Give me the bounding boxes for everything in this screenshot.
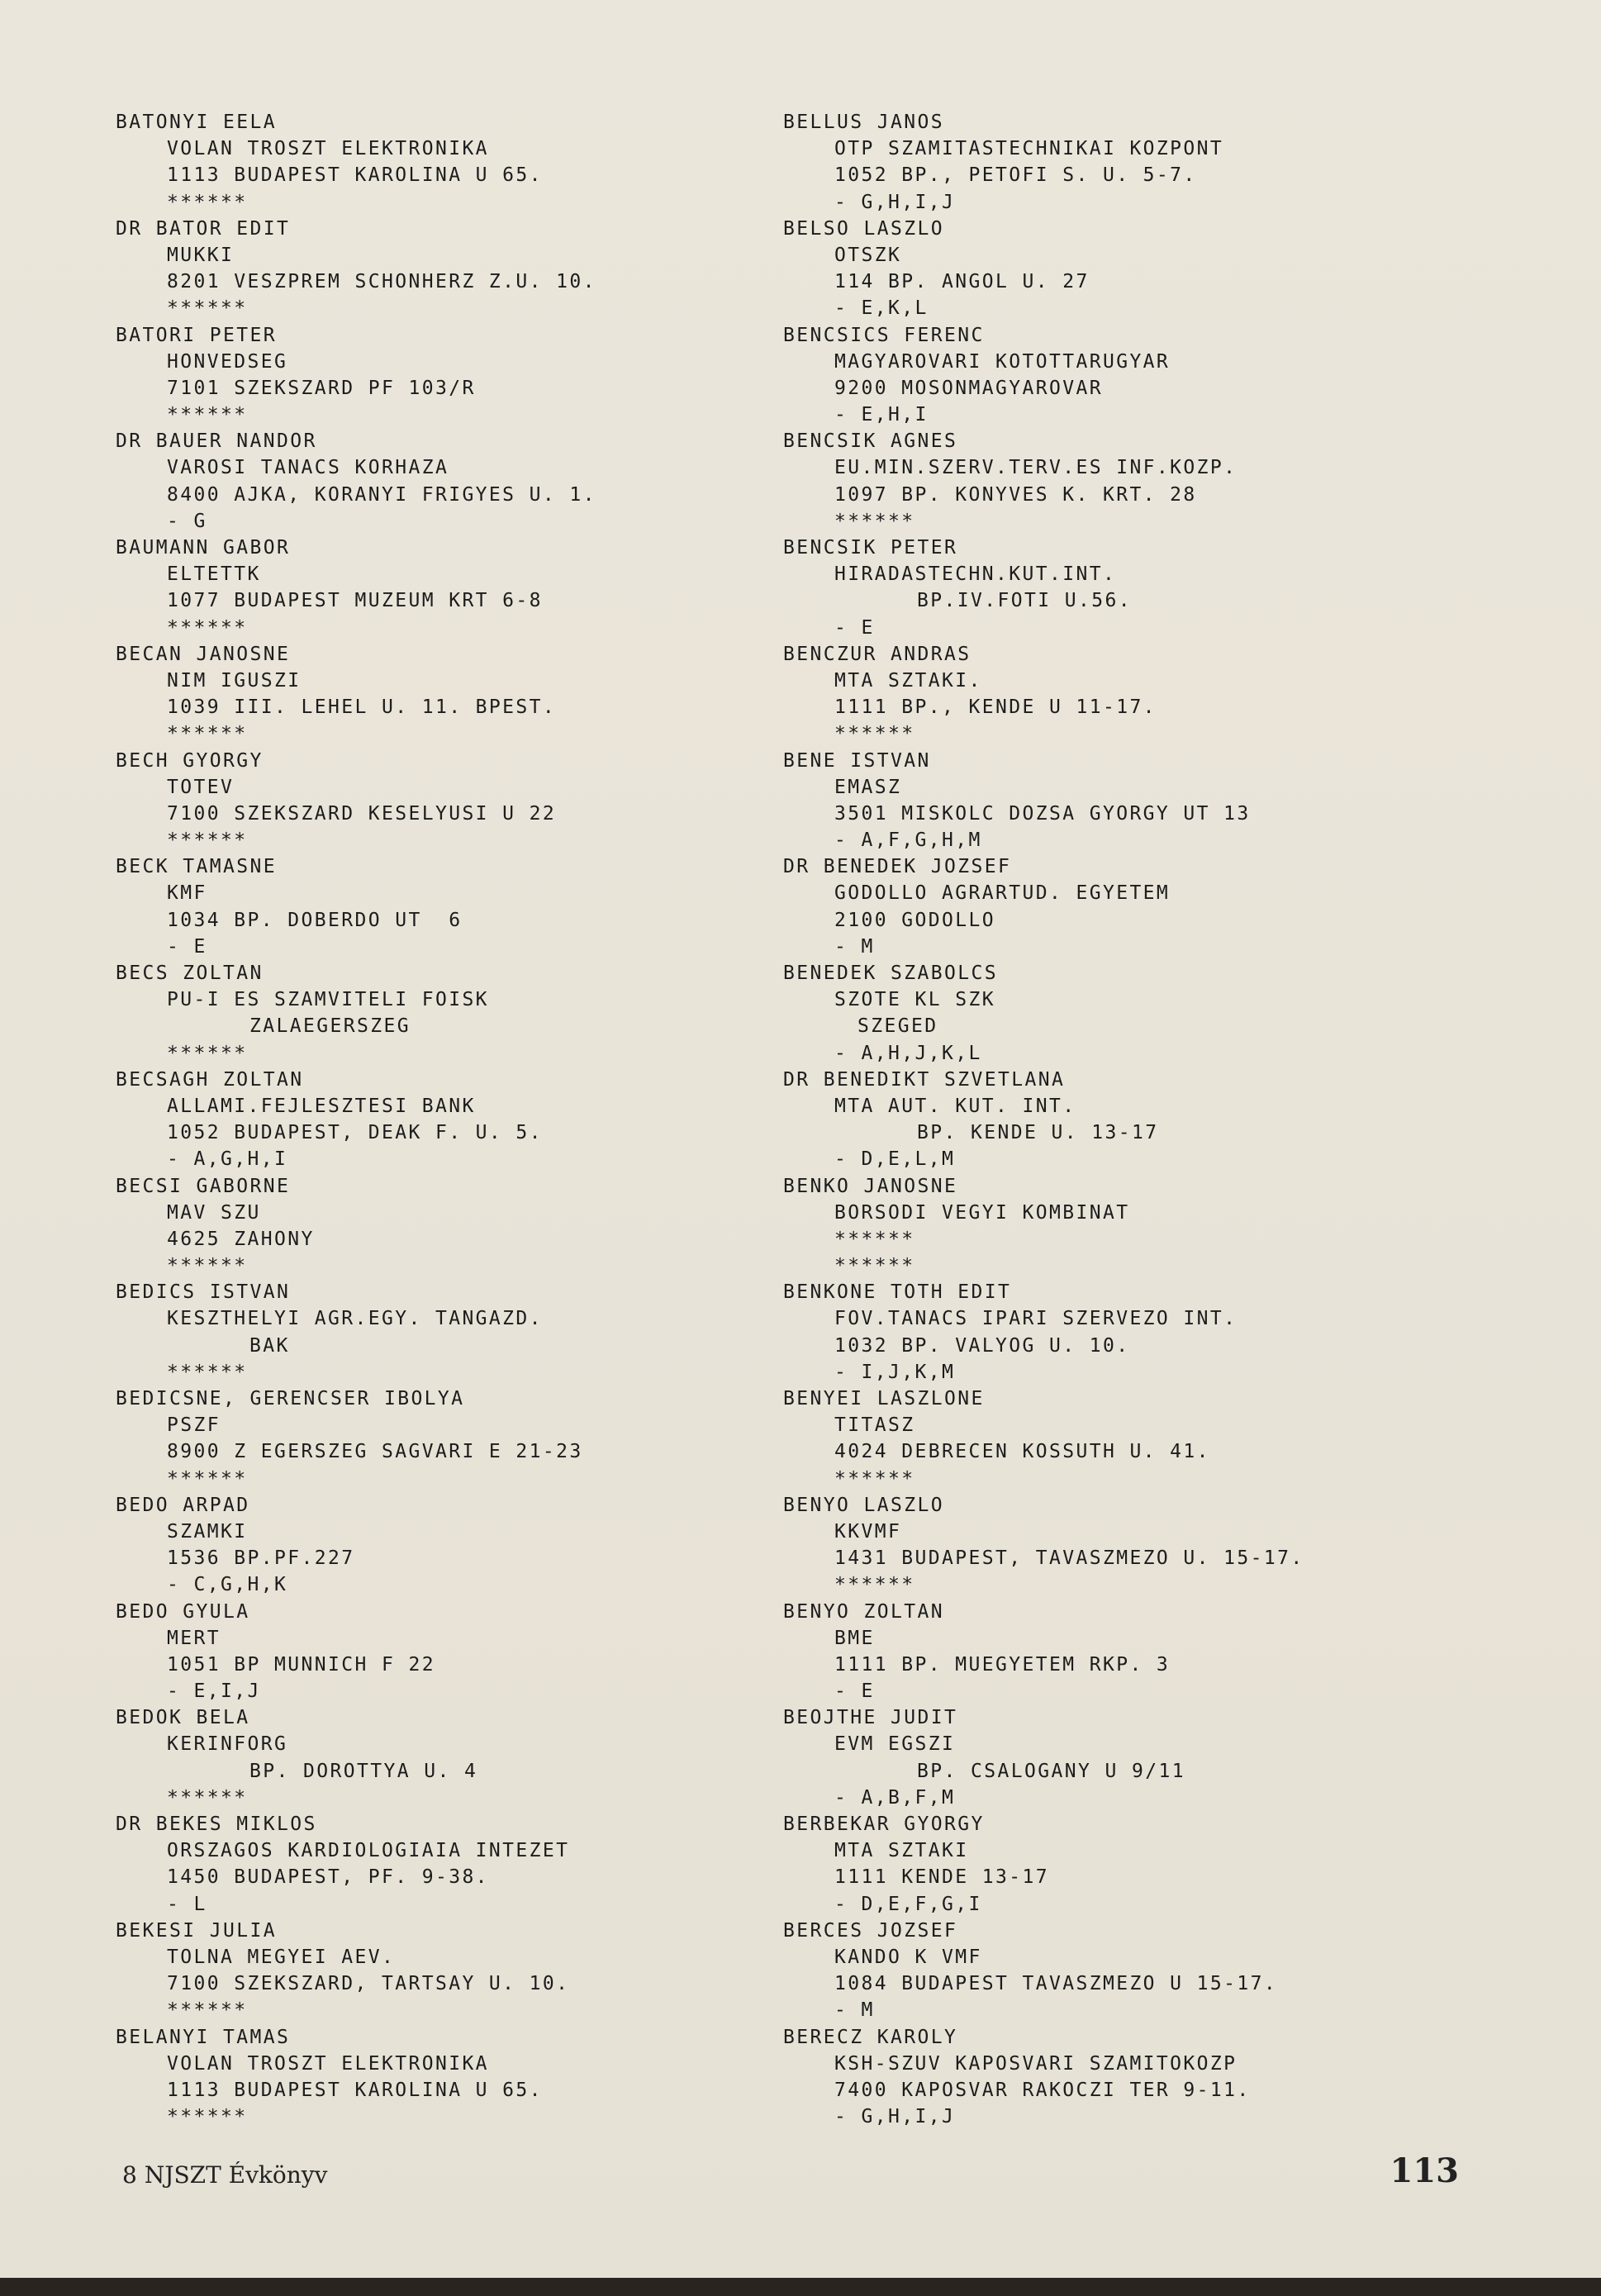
entry-detail: 1077 BUDAPEST MUZEUM KRT 6-8 [167,590,543,612]
entry-detail: 7100 SZEKSZARD, TARTSAY U. 10. [167,1973,570,1995]
directory-entry [783,322,1428,429]
entry-name: BECAN JANOSNE [116,643,291,665]
entry-name: BENYO LASZLO [783,1494,944,1516]
entry-detail: EMASZ [834,776,902,798]
directory-entry [783,216,1428,322]
entry-detail: ZALAEGERSZEG [249,1015,411,1038]
entry-name: BENCSICS FERENC [783,324,985,346]
entry-detail: KMF [167,882,207,905]
entry-detail: ****** [167,404,248,426]
entry-detail: ****** [167,297,248,320]
entry-name: BAUMANN GABOR [116,537,291,559]
entry-name: BEDO ARPAD [116,1494,250,1516]
entry-name: BENEDEK SZABOLCS [783,963,998,984]
entry-detail: - A,G,H,I [167,1148,288,1171]
entry-detail: 1039 III. LEHEL U. 11. BPEST. [167,696,557,719]
entry-detail: BP.IV.FOTI U.56. [917,590,1132,612]
entry-detail: TOTEV [167,776,235,798]
directory-entry [783,535,1428,641]
directory-entry [116,853,760,960]
entry-name: BENKONE TOTH EDIT [783,1281,1012,1304]
entry-detail: VOLAN TROSZT ELEKTRONIKA [167,2052,489,2075]
entry-detail: 1450 BUDAPEST, PF. 9-38. [167,1866,489,1889]
entry-detail: - E,I,J [167,1680,261,1703]
directory-entry [116,216,760,322]
entry-detail: ****** [167,830,248,852]
entry-detail: - E,K,L [834,297,929,320]
entry-detail: BP. DOROTTYA U. 4 [249,1760,478,1782]
directory-entry [783,1492,1428,1599]
entry-name: BERBEKAR GYORGY [783,1814,985,1835]
entry-detail: - A,B,F,M [834,1786,956,1809]
entry-detail: ****** [167,1042,248,1064]
entry-detail: 114 BP. ANGOL U. 27 [834,271,1090,293]
entry-name: DR BENEDIKT SZVETLANA [783,1068,1066,1091]
entry-detail: 1113 BUDAPEST KAROLINA U 65. [167,2079,543,2101]
entry-name: BEDOK BELA [116,1707,250,1729]
entry-detail: KERINFORG [167,1733,288,1756]
entry-detail: MAGYAROVARI KOTOTTARUGYAR [834,350,1171,373]
entry-detail: - A,F,G,H,M [834,830,982,852]
entry-detail: - C,G,H,K [167,1574,288,1596]
entry-name: BEKESI JULIA [116,1919,277,1942]
entry-detail: - L [167,1893,207,1915]
entry-detail: 7100 SZEKSZARD KESELYUSI U 22 [167,802,557,825]
directory-entry [116,1599,760,1705]
entry-name: BENYO ZOLTAN [783,1600,944,1623]
entry-name: BELANYI TAMAS [116,2026,291,2048]
entry-detail: - D,E,L,M [834,1148,956,1171]
entry-name: BECS ZOLTAN [116,963,264,984]
entry-detail: PU-I ES SZAMVITELI FOISK [167,989,489,1011]
entry-name: BELLUS JANOS [783,112,944,133]
entry-detail: ****** [834,510,915,532]
entry-detail: TOLNA MEGYEI AEV. [167,1946,396,1968]
entry-name: BENCZUR ANDRAS [783,643,972,665]
entry-detail: BP. CSALOGANY U 9/11 [917,1760,1185,1782]
entry-detail: - D,E,F,G,I [834,1893,982,1915]
entry-detail: VAROSI TANACS KORHAZA [167,457,449,479]
entry-detail: 1032 BP. VALYOG U. 10. [834,1334,1130,1357]
entry-detail: MAV SZU [167,1201,261,1224]
entry-name: DR BEKES MIKLOS [116,1814,317,1835]
entry-detail: 1113 BUDAPEST KAROLINA U 65. [167,164,543,187]
directory-entry [116,535,760,641]
entry-name: BENKO JANOSNE [783,1175,958,1197]
directory-entry [116,1704,760,1811]
entry-name: DR BATOR EDIT [116,217,291,240]
entry-detail: ****** [167,2106,248,2128]
directory-entry [116,1918,760,2024]
entry-name: BECSI GABORNE [116,1175,291,1197]
entry-detail: 8400 AJKA, KORANYI FRIGYES U. 1. [167,483,596,506]
directory-entry [783,748,1428,854]
entry-detail: ****** [834,1467,915,1490]
directory-entry [783,1918,1428,2024]
entry-detail: KESZTHELYI AGR.EGY. TANGAZD. [167,1308,543,1330]
entry-detail: - M [834,935,875,958]
entry-detail: OTP SZAMITASTECHNIKAI KOZPONT [834,138,1224,160]
entry-name: BECH GYORGY [116,749,264,772]
entry-name: BATONYI EELA [116,112,277,133]
entry-detail: VOLAN TROSZT ELEKTRONIKA [167,138,489,160]
entry-detail: SZEGED [858,1015,938,1038]
entry-name: BERECZ KAROLY [783,2026,958,2048]
entry-detail: 4625 ZAHONY [167,1228,315,1250]
directory-entry [116,109,760,216]
directory-entry [116,1492,760,1599]
directory-entry [116,1067,760,1173]
entry-name: BENE ISTVAN [783,749,931,772]
directory-entry [783,641,1428,748]
entry-detail: ****** [834,1574,915,1596]
directory-entry [783,109,1428,216]
entry-detail: MERT [167,1627,221,1649]
entry-detail: EU.MIN.SZERV.TERV.ES INF.KOZP. [834,457,1238,479]
entry-detail: 1052 BP., PETOFI S. U. 5-7. [834,164,1197,187]
directory-column-left [116,109,760,2130]
directory-entry [783,1173,1428,1280]
entry-detail: - A,H,J,K,L [834,1042,982,1064]
entry-detail: KANDO K VMF [834,1946,982,1968]
entry-detail: KKVMF [834,1520,902,1543]
entry-name: DR BAUER NANDOR [116,430,317,453]
entry-detail: 1111 KENDE 13-17 [834,1866,1049,1889]
entry-detail: 2100 GODOLLO [834,909,995,931]
entry-detail: FOV.TANACS IPARI SZERVEZO INT. [834,1308,1238,1330]
directory-entry [116,322,760,429]
entry-detail: 3501 MISKOLC DOZSA GYORGY UT 13 [834,802,1251,825]
directory-entry [116,428,760,535]
directory-entry [116,1279,760,1386]
entry-detail: ALLAMI.FEJLESZTESI BANK [167,1095,476,1117]
entry-detail: - E [834,1680,875,1703]
entry-detail: ****** [167,191,248,213]
directory-entry [116,1386,760,1492]
scan-bottom-edge [0,2278,1601,2296]
directory-entry [783,960,1428,1067]
directory-entry [116,960,760,1067]
footer-book-title: 8 NJSZT Évkönyv [122,2161,328,2189]
entry-detail: BORSODI VEGYI KOMBINAT [834,1201,1130,1224]
directory-entry [116,1173,760,1280]
entry-name: BEDICSNE, GERENCSER IBOLYA [116,1388,465,1409]
directory-entry [783,1704,1428,1811]
entry-detail: ****** [167,1999,248,2022]
entry-name: BECSAGH ZOLTAN [116,1068,304,1091]
page-number: 113 [1390,2151,1459,2190]
entry-detail: 1431 BUDAPEST, TAVASZMEZO U. 15-17. [834,1547,1304,1570]
entry-detail: BME [834,1627,875,1649]
entry-name: BECK TAMASNE [116,856,277,878]
entry-detail: 1034 BP. DOBERDO UT 6 [167,909,463,931]
entry-detail: NIM IGUSZI [167,669,302,692]
directory-entry [783,1811,1428,1918]
directory-column-right [783,109,1428,2130]
directory-entry [783,1067,1428,1173]
entry-detail: SZOTE KL SZK [834,989,995,1011]
entry-detail: - E,H,I [834,404,929,426]
entry-name: BEDICS ISTVAN [116,1281,291,1304]
entry-detail: - I,J,K,M [834,1361,956,1383]
entry-name: BENCSIK PETER [783,537,958,559]
entry-detail: PSZF [167,1414,221,1437]
directory-entry [783,853,1428,960]
entry-detail: 8900 Z EGERSZEG SAGVARI E 21-23 [167,1441,583,1463]
entry-detail: ****** [167,616,248,639]
entry-detail: MUKKI [167,244,235,266]
directory-entry [783,2024,1428,2131]
entry-detail: - E [167,935,207,958]
entry-detail: 4024 DEBRECEN KOSSUTH U. 41. [834,1441,1210,1463]
entry-detail: ****** [167,723,248,745]
entry-detail: ****** [167,1361,248,1383]
entry-name: BENCSIK AGNES [783,430,958,453]
directory-entry [783,428,1428,535]
entry-detail: 7101 SZEKSZARD PF 103/R [167,377,476,399]
entry-detail: KSH-SZUV KAPOSVARI SZAMITOKOZP [834,2052,1238,2075]
entry-detail: 8201 VESZPREM SCHONHERZ Z.U. 10. [167,271,596,293]
entry-detail: 1111 BP., KENDE U 11-17. [834,696,1157,719]
entry-name: BATORI PETER [116,324,277,346]
entry-detail: EVM EGSZI [834,1733,956,1756]
entry-detail: - E [834,616,875,639]
entry-detail: BAK [249,1334,290,1357]
entry-detail: - G,H,I,J [834,2106,956,2128]
entry-detail: 1051 BP MUNNICH F 22 [167,1653,435,1676]
entry-detail: ****** [834,1255,915,1277]
entry-detail: - M [834,1999,875,2022]
entry-detail: ****** [167,1255,248,1277]
directory-entry [783,1386,1428,1492]
entry-detail: TITASZ [834,1414,915,1437]
entry-detail: 9200 MOSONMAGYAROVAR [834,377,1103,399]
entry-name: BERCES JOZSEF [783,1919,958,1942]
directory-entry [116,2024,760,2131]
entry-detail: BP. KENDE U. 13-17 [917,1122,1159,1144]
directory-entry [783,1279,1428,1386]
entry-detail: - G,H,I,J [834,191,956,213]
directory-entry [116,1811,760,1918]
entry-detail: MTA AUT. KUT. INT. [834,1095,1076,1117]
directory-entry [783,1599,1428,1705]
entry-detail: 1111 BP. MUEGYETEM RKP. 3 [834,1653,1171,1676]
entry-detail: 1052 BUDAPEST, DEAK F. U. 5. [167,1122,543,1144]
entry-detail: ****** [834,1228,915,1250]
entry-detail: HONVEDSEG [167,350,288,373]
entry-name: BEDO GYULA [116,1600,250,1623]
entry-name: BENYEI LASZLONE [783,1388,985,1409]
entry-detail: HIRADASTECHN.KUT.INT. [834,563,1117,586]
entry-detail: ****** [167,1786,248,1809]
entry-name: DR BENEDEK JOZSEF [783,856,1012,878]
entry-detail: - G [167,510,207,532]
entry-detail: ORSZAGOS KARDIOLOGIAIA INTEZET [167,1840,570,1862]
entry-detail: SZAMKI [167,1520,248,1543]
entry-detail: GODOLLO AGRARTUD. EGYETEM [834,882,1171,905]
entry-detail: MTA SZTAKI. [834,669,982,692]
directory-entry [116,641,760,748]
entry-detail: 7400 KAPOSVAR RAKOCZI TER 9-11. [834,2079,1251,2101]
entry-detail: MTA SZTAKI [834,1840,969,1862]
entry-name: BEOJTHE JUDIT [783,1707,958,1729]
entry-detail: ****** [834,723,915,745]
entry-detail: ELTETTK [167,563,261,586]
entry-detail: 1097 BP. KONYVES K. KRT. 28 [834,483,1197,506]
entry-detail: 1084 BUDAPEST TAVASZMEZO U 15-17. [834,1973,1278,1995]
entry-name: BELSO LASZLO [783,217,944,240]
entry-detail: OTSZK [834,244,902,266]
entry-detail: 1536 BP.PF.227 [167,1547,355,1570]
entry-detail: ****** [167,1467,248,1490]
directory-entry [116,748,760,854]
